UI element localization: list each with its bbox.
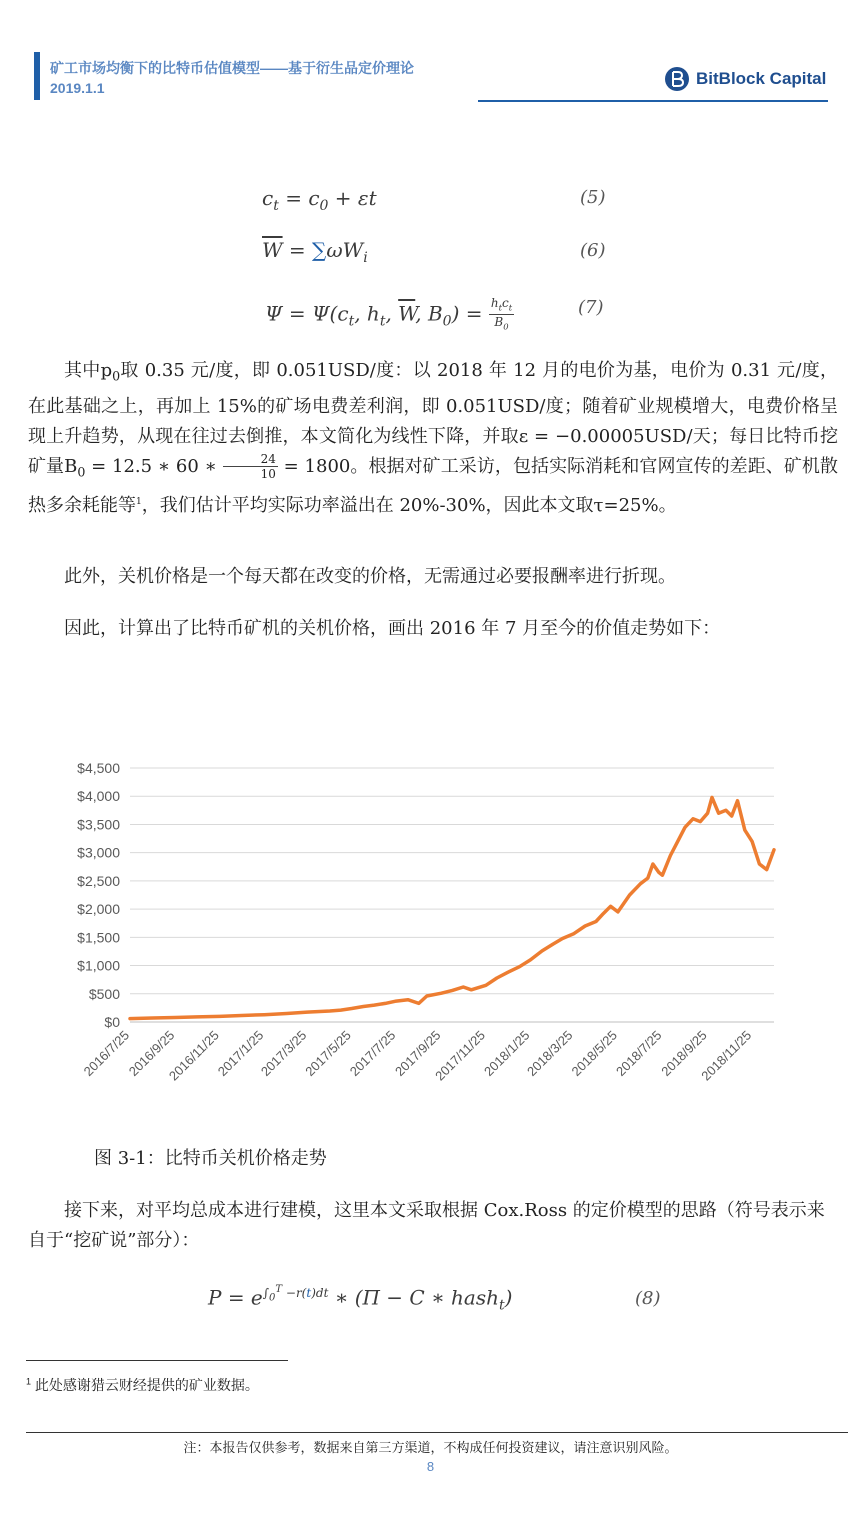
x-tick-label: 2017/3/25 — [257, 1027, 310, 1080]
y-tick-label: $0 — [104, 1014, 120, 1030]
footer-disclaimer: 注：本报告仅供参考，数据来自第三方渠道，不构成任何投资建议，请注意识别风险。 — [183, 1440, 678, 1455]
y-tick-label: $2,500 — [77, 872, 120, 889]
paragraph-shutdown-price: 此外，关机价格是一个每天都在改变的价格，无需通过必要报酬率进行折现。 — [64, 566, 676, 587]
chart-y-axis — [77, 760, 120, 1030]
p1-frac-num: 24 — [223, 452, 278, 467]
y-tick-label: $3,500 — [77, 816, 120, 833]
p1-text-c: = 12.5 ∗ 60 ∗ — [85, 455, 223, 477]
x-tick-label: 2018/7/25 — [613, 1027, 665, 1080]
equation-8: $P = e^{\int_0^T -r(t)dt}$ ∗ (Π − C ∗ hash$_t$) — [208, 1284, 513, 1314]
p1-text-d: = 1800。根据对矿工采访，包括实际消耗和官网宣传的差距、矿机散热多余耗能等 — [28, 455, 838, 517]
equation-7-number: (7) — [578, 297, 604, 318]
bitblock-logo — [664, 66, 826, 92]
page-number: 8 — [426, 1459, 435, 1474]
header-rule — [478, 100, 828, 102]
y-tick-label: $1,500 — [77, 929, 120, 946]
p1-text-e: ，我们估计平均实际功率溢出在 20%-30%，因此本文取τ=25%。 — [141, 495, 677, 517]
chart-series — [130, 797, 774, 1018]
y-tick-label: $1,000 — [77, 957, 120, 974]
equation-8-number: (8) — [635, 1288, 661, 1309]
chart-x-axis — [81, 1028, 755, 1084]
chart-gridlines — [130, 768, 774, 1022]
x-tick-label: 2018/9/25 — [658, 1027, 710, 1080]
p1-text-b: 取 0.35 元/度，即 0.051USD/度：以 2018 年 12 月的电价为基，电价为 0.31 元/度，在此基础之上，再加上 15%的矿场电费差利润，即 0.051USD/度；随着矿业规模增大，电费价格呈现上升趋势，从现在往过去倒推，本文简化为线性下降，并取ε = −0.00005USD/天；每日比特币挖矿量B — [28, 360, 838, 477]
shutdown-price-line-chart — [60, 750, 790, 1115]
series-line — [130, 797, 774, 1018]
logo-text: BitBlock Capital — [696, 69, 827, 88]
paragraph-cost-model: 接下来，对平均总成本进行建模，这里本文采取根据 Cox.Ross 的定价模型的思路（符号表示来自于“挖矿说”部分）： — [28, 1200, 825, 1251]
equation-7: $\Psi = \Psi(c_t$, $h_t$, $\overline{W}$, $B_0$) = $\frac{h_tc_t}{B_0}$ — [265, 296, 513, 332]
header-accent-bar — [34, 52, 40, 100]
footnote — [26, 1375, 259, 1395]
x-tick-label: 2018/11/25 — [698, 1027, 755, 1084]
equation-5-number: (5) — [580, 187, 606, 208]
bitblock-logo-icon — [664, 66, 690, 92]
x-tick-label: 2016/11/25 — [165, 1027, 222, 1084]
p1-text-a: 其中p — [64, 360, 113, 381]
report-title: 矿工市场均衡下的比特币估值模型——基于衍生品定价理论 — [50, 60, 414, 76]
y-tick-label: $500 — [88, 985, 120, 1002]
equation-6-number: (6) — [580, 240, 606, 261]
equation-6: $\overline{W} = \sum\omega W_i$ — [262, 238, 368, 266]
x-tick-label: 2018/1/25 — [481, 1027, 533, 1080]
x-tick-label: 2017/11/25 — [432, 1027, 489, 1084]
y-tick-label: $4,000 — [77, 788, 120, 805]
footnote-number: 1 — [26, 1376, 32, 1387]
paragraph-parameters: 其中$p_0$取 0.35 元/度，即 0.051USD/度：以 2018 年 12 月的电价为基，电价为 0.31 元/度，在此基础之上，再加上 15%的矿场电费差利润，即 0.051USD/度；随着矿业规模增大，电费价格呈现上升趋势，从现在往过去倒推，本文简化为线性下降，并取ε = −0.00005USD/天；每日比特币挖矿量$B_0 = 12.5$ ∗ 60 ∗ $\frac{24}{10}$ = 1800。根据对矿工采访，包括实际消耗和官网宣传的差距、矿机散热多余耗能等$^1$，我们估计平均实际功率溢出在 20%-30%，因此本文取τ=25%。 — [28, 360, 838, 517]
x-tick-label: 2016/9/25 — [125, 1027, 178, 1080]
x-tick-label: 2017/1/25 — [214, 1027, 267, 1080]
footnote-text: 此处感谢猎云财经提供的矿业数据。 — [31, 1377, 259, 1393]
y-tick-label: $2,000 — [77, 901, 120, 918]
y-tick-label: $3,000 — [77, 844, 120, 861]
x-tick-label: 2017/7/25 — [346, 1027, 399, 1080]
report-date: 2019.1.1 — [50, 80, 105, 96]
x-tick-label: 2018/3/25 — [524, 1027, 576, 1080]
x-tick-label: 2017/9/25 — [392, 1027, 444, 1080]
x-tick-label: 2017/5/25 — [302, 1027, 354, 1080]
figure-caption: 图 3-1：比特币关机价格走势 — [94, 1148, 327, 1169]
x-tick-label: 2018/5/25 — [568, 1027, 621, 1080]
footer-rule — [26, 1432, 848, 1433]
y-tick-label: $4,500 — [77, 760, 120, 776]
x-tick-label: 2016/7/25 — [80, 1027, 133, 1080]
p1-frac-den: 10 — [260, 467, 276, 482]
footnote-rule — [26, 1360, 288, 1361]
paragraph-chart-intro: 因此，计算出了比特币矿机的关机价格，画出 2016 年 7 月至今的价值走势如下： — [64, 618, 721, 639]
equation-5: $c_t = c_0 + \varepsilon t$ — [262, 186, 377, 214]
p1-footnote-ref: 1 — [136, 497, 142, 508]
